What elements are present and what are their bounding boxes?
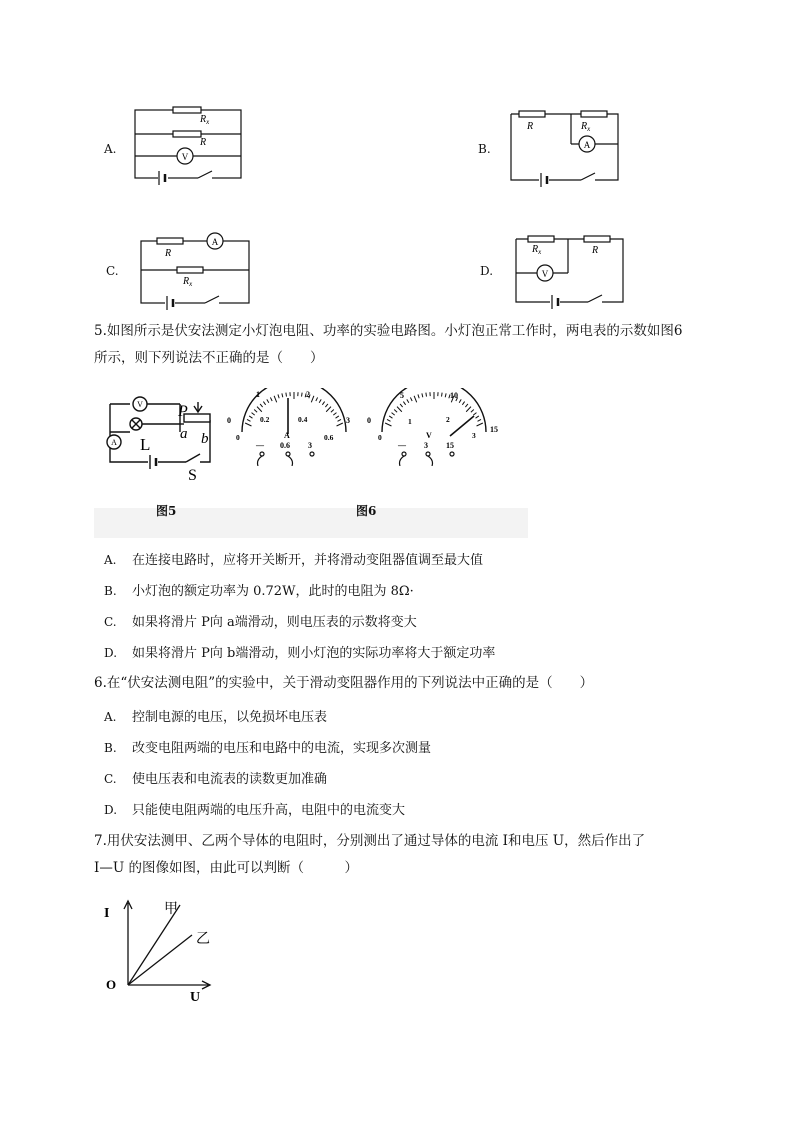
voltmeter-lower-tick-3: 3 — [472, 431, 476, 440]
q5-option-d — [104, 642, 495, 661]
meter-tick — [319, 399, 321, 402]
meter-tick — [267, 399, 269, 402]
meter-tick — [322, 402, 324, 405]
meter-tick — [459, 399, 461, 402]
meter-tick — [476, 416, 479, 418]
graph-x-label: U — [190, 990, 201, 1005]
fig5-b-end-label: b — [201, 431, 209, 447]
q5-option-d-letter: D. — [104, 646, 118, 660]
ammeter-lower-tick-0: 0 — [236, 433, 240, 442]
graph-line-yi-label: 乙 — [196, 932, 210, 947]
meter-tick — [337, 423, 343, 426]
fig5-v-label: V — [137, 400, 143, 409]
circuit-b-meter-label: A — [583, 140, 591, 150]
meter-tick — [389, 416, 392, 418]
voltmeter-lower-tick-2: 2 — [446, 415, 450, 424]
q6-option-b-text: 改变电阻两端的电压和电路中的电流，实现多次测量 — [132, 741, 432, 756]
q6-option-a-letter: A. — [104, 710, 117, 724]
meter-tick — [311, 396, 314, 403]
meter-tick — [397, 407, 402, 412]
option-b-letter: B. — [478, 142, 491, 156]
meter-tick — [392, 413, 395, 415]
circuit-c-meter-label: A — [211, 237, 219, 247]
q6-stem: 6.在“伏安法测电阻”的实验中，关于滑动变阻器作用的下列说法中正确的是（ ） — [94, 675, 594, 691]
ammeter-terminal-3: 3 — [308, 441, 312, 450]
meter-tick — [247, 419, 250, 421]
circuit-c-r-label: R — [165, 248, 172, 259]
meter-tick — [477, 423, 483, 426]
meter-tick — [385, 423, 391, 426]
voltmeter-lower-tick-1: 1 — [408, 417, 412, 426]
q5-option-a — [104, 549, 483, 568]
meter-tick — [466, 407, 471, 412]
meter-tick — [418, 394, 419, 398]
q6-option-a-text: 控制电源的电压，以免损坏电压表 — [132, 710, 328, 725]
meter-tick — [465, 404, 468, 407]
meter-tick — [245, 423, 251, 426]
q5-option-b-text: 小灯泡的额定功率为 0.72W，此时的电阻为 8Ω· — [132, 584, 414, 599]
meter-tick — [278, 394, 279, 398]
meter-tick — [325, 404, 328, 407]
option-d-letter: D. — [480, 264, 494, 278]
q5-option-d-text: 如果将滑片 P向 b端滑动，则小灯泡的实际功率将大于额定功率 — [132, 646, 496, 661]
ammeter-lower-tick-3: 0.6 — [324, 433, 334, 442]
figure-5-caption: 图5 — [156, 504, 177, 518]
figure-6-caption: 图6 — [356, 504, 377, 518]
meter-tick — [338, 419, 341, 421]
meter-tick — [333, 413, 336, 415]
voltmeter-upper-tick-2: 10 — [450, 391, 458, 400]
q6-option-a — [104, 706, 327, 725]
fig5-l-label: L — [140, 435, 151, 454]
q5-option-a-letter: A. — [104, 553, 117, 567]
figure-5-circuit — [100, 392, 225, 484]
voltmeter-lower-tick-0: 0 — [378, 433, 382, 442]
meter-tick — [471, 410, 474, 413]
ammeter-terminal-06: 0.6 — [280, 441, 290, 450]
q6-option-c — [104, 768, 327, 787]
fig5-p-label: P — [178, 403, 188, 420]
voltmeter-upper-tick-1: 5 — [400, 391, 404, 400]
voltmeter-upper-tick-3: 15 — [490, 425, 498, 434]
option-c-letter: C. — [106, 264, 119, 278]
ammeter-upper-tick-2: 2 — [306, 390, 310, 399]
meter-tick — [478, 419, 481, 421]
ammeter-upper-tick-0: 0 — [227, 416, 231, 425]
circuit-b-rx-label: $R_x$ — [581, 121, 591, 133]
meter-tick — [422, 393, 423, 397]
q7-iu-graph — [100, 895, 220, 1005]
meter-tick — [254, 410, 257, 413]
option-a-letter: A. — [104, 142, 117, 156]
meter-tick — [257, 407, 262, 412]
circuit-a-diagram — [128, 105, 248, 187]
meter-tick — [274, 396, 277, 403]
meter-tick — [336, 416, 339, 418]
fig5-a-label: A — [111, 438, 117, 447]
meter-tick — [326, 407, 331, 412]
circuit-b-r-label: R — [527, 121, 534, 132]
q5-option-c — [104, 611, 417, 630]
meter-tick — [263, 402, 265, 405]
fig5-s-label: S — [188, 467, 197, 484]
meter-tick — [286, 393, 287, 397]
meter-tick — [394, 410, 397, 413]
meter-tick — [252, 413, 255, 415]
q5-stem-line2: 所示，则下列说法不正确的是（ ） — [94, 350, 324, 366]
circuit-d-r-label: R — [592, 245, 599, 256]
circuit-d-rx-label: $R_x$ — [532, 244, 542, 256]
ammeter-upper-tick-1: 1 — [256, 390, 260, 399]
meter-tick — [400, 404, 403, 407]
meter-tick — [445, 393, 446, 397]
meter-tick — [414, 396, 417, 403]
meter-tick — [462, 402, 464, 405]
q6-option-b — [104, 737, 431, 756]
meter-tick — [260, 404, 263, 407]
q7-stem-line2: I—U 的图像如图，由此可以判断（ ） — [94, 860, 359, 876]
q5-stem-line1: 5.如图所示是伏安法测定小灯泡电阻、功率的实验电路图。小灯泡正常工作时，两电表的示数如图6 — [94, 323, 683, 339]
circuit-a-rx-label: $R_x$ — [200, 114, 210, 126]
meter-tick — [302, 393, 303, 397]
figure-6-voltmeter — [362, 388, 512, 466]
circuit-d-diagram — [510, 230, 630, 310]
meter-tick — [270, 397, 272, 401]
q6-option-c-letter: C. — [104, 772, 117, 786]
circuit-a-r-label: R — [200, 137, 207, 148]
graph-y-label: I — [104, 906, 110, 921]
q6-option-c-text: 使电压表和电流表的读数更加准确 — [132, 772, 328, 787]
voltmeter-unit: V — [426, 431, 432, 440]
circuit-b-diagram — [505, 108, 625, 188]
q5-option-c-letter: C. — [104, 615, 117, 629]
meter-tick — [442, 393, 443, 397]
voltmeter-terminal-15: 15 — [446, 441, 454, 450]
q6-option-d — [104, 799, 405, 818]
circuit-c-diagram — [135, 230, 255, 312]
circuit-c-rx-label: $R_x$ — [183, 276, 193, 288]
meter-tick — [410, 397, 412, 401]
meter-tick — [249, 416, 252, 418]
circuit-a-meter-label: V — [181, 152, 189, 162]
voltmeter-upper-tick-0: 0 — [367, 416, 371, 425]
ammeter-lower-tick-2: 0.4 — [298, 415, 308, 424]
meter-tick — [426, 393, 427, 397]
q5-option-c-text: 如果将滑片 P向 a端滑动，则电压表的示数将变大 — [132, 615, 417, 630]
meter-tick — [316, 397, 318, 401]
graph-origin-label: O — [106, 977, 117, 992]
ammeter-terminal-neg: — — [256, 441, 264, 450]
circuit-d-meter-label: V — [541, 269, 549, 279]
figure-6-ammeter — [222, 388, 362, 466]
meter-tick — [331, 410, 334, 413]
graph-line-jia-label: 甲 — [164, 902, 178, 917]
meter-tick — [387, 419, 390, 421]
q6-option-b-letter: B. — [104, 741, 117, 755]
q5-option-a-text: 在连接电路时，应将开关断开，并将滑动变阻器值调至最大值 — [132, 553, 484, 568]
ammeter-lower-tick-1: 0.2 — [260, 415, 270, 424]
fig5-a-end-label: a — [180, 426, 188, 442]
meter-tick — [282, 393, 283, 397]
q5-option-b-letter: B. — [104, 584, 117, 598]
ammeter-unit: A — [284, 431, 290, 440]
voltmeter-terminal-3: 3 — [424, 441, 428, 450]
q6-option-d-text: 只能使电阻两端的电压升高，电阻中的电流变大 — [132, 803, 406, 818]
q5-option-b — [104, 580, 414, 599]
meter-tick — [473, 413, 476, 415]
q7-stem-line1: 7.用伏安法测甲、乙两个导体的电阻时，分别测出了通过导体的电流 I和电压 U，然后作出了 — [94, 833, 646, 849]
ammeter-upper-tick-3: 3 — [346, 416, 350, 425]
voltmeter-terminal-neg: — — [398, 441, 406, 450]
q6-option-d-letter: D. — [104, 803, 118, 817]
meter-tick — [407, 399, 409, 402]
meter-tick — [403, 402, 405, 405]
